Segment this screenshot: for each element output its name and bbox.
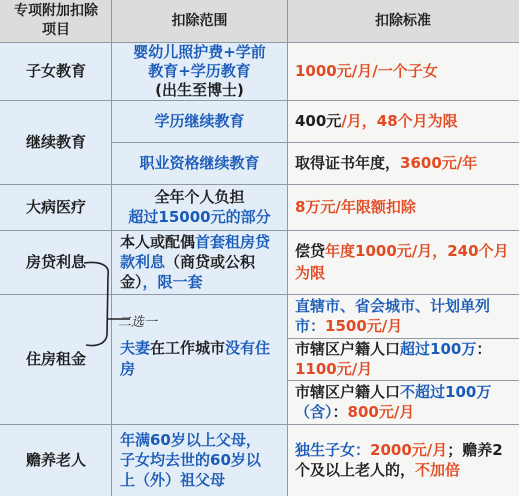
standard-degree-edu-text	[295, 111, 458, 132]
handwritten-note-text: 二选一	[118, 315, 158, 330]
standard-rent-over-million-text	[295, 339, 516, 379]
category-elderly	[0, 424, 112, 496]
hline-6	[0, 294, 519, 295]
scope-medical	[112, 184, 287, 230]
std-qual-year: 取得证书年度，	[295, 153, 401, 172]
standard-children	[287, 42, 519, 100]
category-medical-label: 大病医疗	[25, 197, 86, 216]
hline-5	[0, 230, 519, 231]
std-rent-a-amount: 1500元/月	[325, 317, 403, 335]
scope-mortgage-text	[120, 232, 284, 292]
standard-rent-municipality	[287, 294, 519, 338]
scope-mortgage-p2: 首套租房	[195, 233, 256, 251]
hline-1	[0, 42, 519, 43]
scope-degree-edu	[112, 100, 287, 142]
scope-children-line2: 教育+学历教育	[148, 61, 251, 80]
header-scope	[112, 0, 287, 42]
scope-rent-p2: 在工作城市	[150, 339, 226, 357]
scope-mortgage-p1: 本人或配偶	[120, 233, 196, 251]
standard-medical-text: 8万元/年限额扣除	[295, 197, 416, 216]
hline-8	[287, 380, 519, 381]
scope-medical-line1: 全年个人负担	[154, 188, 245, 206]
scope-degree-edu-text: 学历继续教育	[154, 111, 245, 130]
category-rent-label: 住房租金	[25, 349, 86, 368]
header-category-line2: 项目	[42, 22, 70, 38]
category-continuing-edu	[0, 100, 112, 184]
scope-rent-text	[120, 338, 284, 380]
standard-mortgage	[287, 230, 519, 294]
category-children-label: 子女教育	[25, 61, 86, 80]
scope-rent-p4: 住房	[120, 339, 271, 378]
category-children	[0, 42, 112, 100]
scope-mortgage-p5: 积金）	[120, 253, 256, 291]
scope-rent-p3: 没有	[225, 339, 256, 357]
scope-mortgage-p3: 贷款利息	[120, 233, 271, 271]
hline-2	[0, 100, 519, 101]
scope-qualification-edu	[112, 142, 287, 184]
hline-9	[0, 424, 519, 425]
standard-elderly-text	[295, 440, 516, 480]
standard-rent-municipality-text	[295, 296, 516, 336]
std-rent-b-amount: 1100元/月	[295, 360, 373, 378]
scope-mortgage-p4: （商贷或公	[165, 253, 241, 271]
scope-medical-line2: 超过15000元的部分	[128, 208, 271, 226]
standard-medical	[287, 184, 519, 230]
header-category-line1: 专项附加扣除	[14, 3, 98, 19]
scope-children-line1: 婴幼儿照护费+学前	[133, 42, 266, 61]
std-degree-limit: /月，48个月为限	[341, 111, 458, 130]
std-elderly-r1: 2000元/月	[370, 441, 448, 459]
category-continuing-edu-label: 继续教育	[25, 132, 86, 151]
category-elderly-label: 赡养老人	[25, 450, 86, 469]
std-rent-c-amount: 800元/月	[347, 403, 415, 421]
hline-7	[287, 338, 519, 339]
header-category	[0, 0, 112, 42]
vline-2	[287, 0, 288, 496]
std-elderly-b1: 独生子女：	[295, 441, 371, 459]
standard-children-text: 1000元/月/一个子女	[295, 61, 438, 80]
std-mortgage-r1: 年度1000元/月	[325, 242, 433, 260]
scope-children-line3: (出生至博士)	[155, 80, 244, 99]
vline-1	[111, 0, 112, 496]
standard-rent-under-million-text	[295, 382, 516, 422]
std-rent-b-prefix: 市辖区户籍人口	[295, 340, 401, 358]
scope-mortgage-p6: ，限一套	[142, 273, 203, 291]
std-rent-b-colon: ：	[476, 340, 492, 358]
std-rent-c-prefix: 市辖区户籍人口	[295, 383, 401, 401]
standard-qualification-edu	[287, 142, 519, 184]
standard-rent-under-million	[287, 380, 519, 424]
std-elderly-r2: 不加倍	[415, 461, 461, 479]
standard-qualification-edu-text	[295, 153, 477, 174]
scope-children	[112, 42, 287, 100]
std-rent-c-cond: 不超过100万（含）	[295, 383, 492, 421]
standard-rent-over-million	[287, 338, 519, 380]
scope-elderly-line3: 上（外）祖父母	[120, 471, 226, 489]
std-mortgage-b2: ，240	[432, 242, 479, 260]
handwritten-note	[118, 311, 157, 330]
std-mortgage-b1: 偿贷	[295, 242, 326, 260]
hline-4	[0, 184, 519, 185]
scope-elderly-line2: 子女均去世的60岁以	[120, 451, 261, 469]
std-mortgage-r2: 个月为限	[295, 242, 509, 282]
std-degree-amount: 400元	[295, 111, 342, 130]
category-mortgage-label: 房贷利息	[25, 252, 86, 271]
handwritten-bracket-icon	[80, 255, 140, 355]
std-rent-a-cities: 直辖市、省会城市、计划单列市：	[295, 297, 491, 335]
standard-elderly	[287, 424, 519, 496]
std-elderly-b3: 赡养2个及以上老人的，	[295, 441, 503, 479]
std-rent-b-cond: 超过100万	[400, 340, 477, 358]
category-medical	[0, 184, 112, 230]
standard-mortgage-text	[295, 240, 516, 284]
scope-rent-p1: 夫妻	[120, 339, 151, 357]
std-qual-amount: 3600元/年	[400, 153, 478, 172]
scope-qualification-edu-text: 职业资格继续教育	[139, 153, 260, 172]
std-elderly-b2: ；	[447, 441, 463, 459]
scope-elderly	[112, 424, 287, 496]
scope-elderly-line1: 年满60岁以上父母，	[120, 431, 261, 449]
header-standard	[287, 0, 519, 42]
std-rent-c-colon: ：	[332, 403, 348, 421]
header-scope-label: 扣除范围	[171, 12, 228, 29]
standard-degree-edu	[287, 100, 519, 142]
header-standard-label: 扣除标准	[375, 12, 431, 29]
hline-3	[112, 142, 519, 143]
